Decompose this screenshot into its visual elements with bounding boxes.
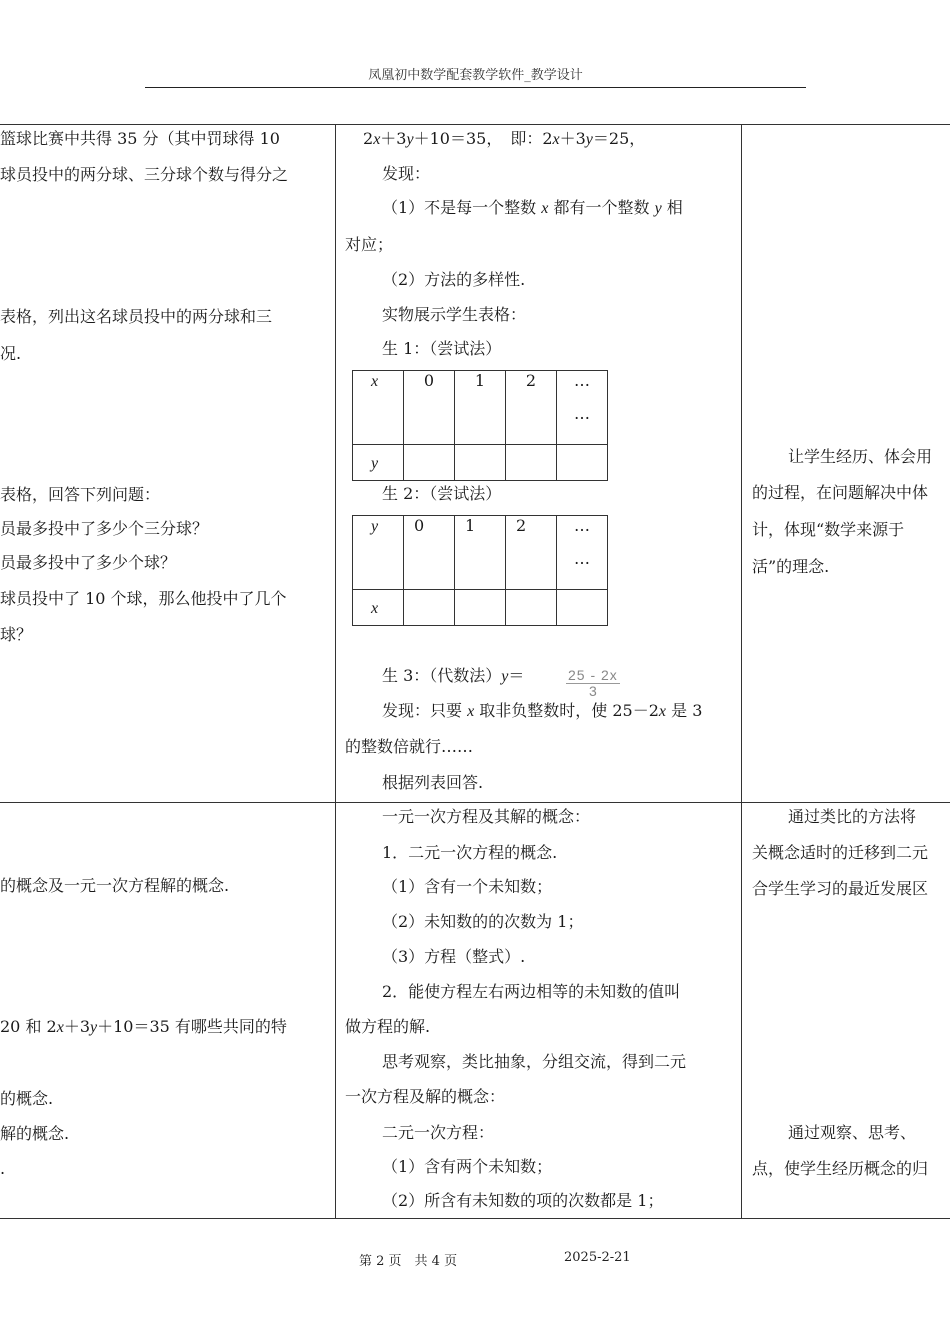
right-text-line: 计，体现“数学来源于 [752,520,905,539]
left-text-line: 况. [0,344,22,363]
mid-text-line: （2）所含有未知数的项的次数都是 1； [382,1191,664,1210]
find-line: 发现：只要 x 取非负整数时，使 25－2x 是 3 [382,701,703,720]
student-3-line: 生 3：（代数法）y＝ [382,666,525,685]
table-cell [455,445,506,481]
table-cell: x [353,371,404,445]
answer-line: 根据列表回答. [382,773,484,792]
left-text-line: . [0,1159,6,1178]
mid-text-line: 一次方程及解的概念： [345,1087,506,1106]
student-2-table [352,515,608,626]
row1-middle-cell [336,125,740,802]
point-2-line: （2）方法的多样性. [382,270,526,289]
right-text-line: 让学生经历、体会用 [788,447,933,466]
discover-label: 发现： [382,164,431,183]
mid-text-line: 做方程的解. [345,1017,431,1036]
mid-text-line: 一元一次方程及其解的概念： [382,807,591,826]
table-cell: 0 [404,516,455,590]
left-text-line: 篮球比赛中共得 35 分（其中罚球得 10 [0,129,280,148]
mid-text-line: 2．能使方程左右两边相等的未知数的值叫 [382,982,681,1001]
table-cell: y [353,516,404,590]
mid-text-line: （1）含有一个未知数； [382,877,553,896]
equation-line: 2x＋3y＋10＝35， 即：2x＋3y＝25， [363,129,646,148]
table-cell [557,590,608,626]
table-cell: 0 [404,371,455,445]
fraction: $\frac{25 - 2x}{3}$ [568,667,618,699]
left-text-line: 员最多投中了多少个球？ [0,553,177,572]
page-number: 第 2 页 共 4 页 [359,1254,458,1269]
table-cell [404,590,455,626]
table-cell [404,445,455,481]
left-text-line: 球？ [0,625,33,644]
right-text-line: 合学生学习的最近发展区 [752,879,929,898]
table-cell: x [353,590,404,626]
student-1-label: 生 1：（尝试法） [382,339,502,358]
mid-text-line: 二元一次方程： [382,1123,495,1142]
left-text-line: 表格，列出这名球员投中的两分球和三 [0,307,273,326]
table-cell [455,590,506,626]
page-date: 2025-2-21 [564,1250,631,1265]
right-text-line: 通过观察、思考、 [788,1123,917,1142]
left-text-line: 球员投中的两分球、三分球个数与得分之 [0,165,289,184]
table-cell: 2 [506,516,557,590]
table-cell: … … [557,371,608,445]
row1-right-cell [742,125,950,802]
table-cell: 2 [506,371,557,445]
table-bottom-border [0,1218,950,1219]
table-cell: y [353,445,404,481]
mid-text-line: （1）含有两个未知数； [382,1157,553,1176]
table-cell [506,590,557,626]
page-header: 凤凰初中数学配套教学软件_教学设计 [145,64,806,88]
table-cell: 1 [455,516,506,590]
point-1-line: （1）不是每一个整数 x 都有一个整数 y 相 [382,198,683,217]
student-2-label: 生 2：（尝试法） [382,484,502,503]
show-label: 实物展示学生表格： [382,305,527,324]
row2-left-cell [0,803,334,1218]
right-text-line: 点，使学生经历概念的归 [752,1159,929,1178]
right-text-line: 的过程，在问题解决中体 [752,483,929,502]
row1-left-cell [0,125,334,802]
mid-text-line: 思考观察，类比抽象，分组交流，得到二元 [382,1052,687,1071]
table-cell: 1 [455,371,506,445]
find-cont: 的整数倍就行…… [345,737,474,756]
left-text-line: 表格，回答下列问题： [0,485,161,504]
point-1-cont: 对应； [345,235,394,254]
left-text-line: 的概念及一元一次方程解的概念. [0,876,230,895]
right-text-line: 活”的理念. [752,557,830,576]
right-text-line: 关概念适时的迁移到二元 [752,843,929,862]
right-text-line: 通过类比的方法将 [788,807,917,826]
left-text-line: 球员投中了 10 个球，那么他投中了几个 [0,589,287,608]
left-text-line: 20 和 2x＋3y＋10＝35 有哪些共同的特 [0,1017,287,1036]
row2-middle-cell [336,803,740,1218]
mid-text-line: （2）未知数的的次数为 1； [382,912,584,931]
left-text-line: 的概念. [0,1089,54,1108]
left-text-line: 员最多投中了多少个三分球？ [0,519,209,538]
mid-text-line: 1．二元一次方程的概念. [382,843,558,862]
row2-right-cell [742,803,950,1218]
table-cell: … … [557,516,608,590]
table-cell [557,445,608,481]
left-text-line: 解的概念. [0,1124,70,1143]
table-cell [506,445,557,481]
mid-text-line: （3）方程（整式）. [382,947,526,966]
student-1-table [352,370,608,481]
